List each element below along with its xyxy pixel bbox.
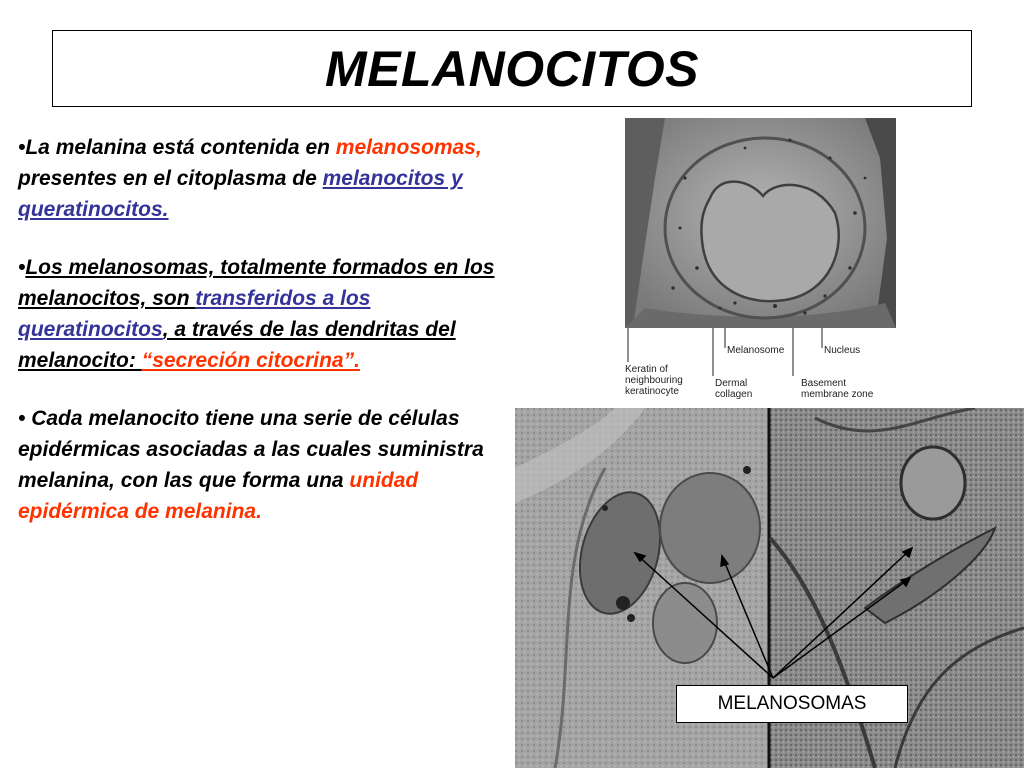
bullet-marker: •	[18, 407, 32, 430]
micrograph-labels	[625, 328, 896, 410]
bullet-2	[18, 252, 510, 376]
melanocyte-micrograph	[625, 118, 896, 328]
melanosomas-label: MELANOSOMAS	[676, 685, 908, 723]
title-box	[52, 30, 972, 107]
label-melanosome: Melanosome	[727, 345, 785, 356]
bullet-1	[18, 132, 510, 225]
bullet-marker: •	[18, 136, 26, 159]
label-dermal-collagen: Dermal collagen	[715, 378, 753, 400]
bullet-3-text-1: Cada melanocito tiene una serie de células epidérmicas asociadas a las cuales suministra melanina, con las que forma una	[18, 407, 484, 492]
bullet-2-secrecion: “secreción citocrina”.	[141, 349, 360, 372]
bullet-1-text-1: La melanina está contenida en	[25, 136, 336, 159]
bullet-2-text-2: , a través de las dendritas del melanocito:	[18, 318, 456, 372]
bullet-1-link[interactable]: melanocitos y queratinocitos.	[18, 167, 463, 221]
bullet-1-text-2: presentes en el citoplasma de	[18, 167, 323, 190]
bullet-1-melanosomas: melanosomas,	[335, 136, 482, 159]
label-nucleus: Nucleus	[824, 345, 861, 356]
bullet-3-unidad: unidad epidérmica de melanina.	[18, 469, 419, 523]
bullet-2-text-1: Los melanosomas, totalmente formados en los melanocitos, son	[18, 256, 495, 310]
bullet-list	[18, 132, 510, 554]
melanocyte-micrograph-image	[625, 118, 896, 328]
bullet-3	[18, 403, 510, 527]
label-keratin: Keratin of neighbouring keratinocyte	[625, 364, 683, 397]
label-basement: Basement membrane zone	[801, 378, 874, 400]
slide-title: MELANOCITOS	[324, 40, 700, 97]
bullet-marker: •	[18, 256, 26, 279]
bullet-2-link[interactable]: transferidos a los queratinocitos	[18, 287, 371, 341]
